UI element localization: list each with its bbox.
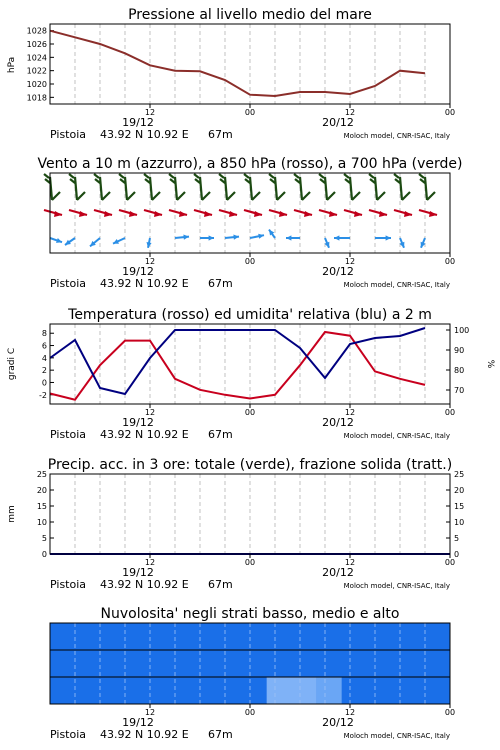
x-tick-label: 12 [144,558,156,567]
barb-700-flag [177,192,185,200]
temperature-x-ticks [50,404,455,441]
y-tick-label: 1024 [26,53,47,63]
barb-700-flag [252,192,260,200]
footer-model: Moloch model, CNR-ISAC, Italy [343,732,450,740]
footer-elevation: 67m [208,128,233,141]
footer-model: Moloch model, CNR-ISAC, Italy [343,582,450,590]
y-tick-label: 20 [454,486,465,495]
humidity-y-ticks [446,326,469,395]
precip-y-ticks [37,470,54,559]
y-tick-label: 1028 [26,26,47,36]
y-tick-label: 100 [454,326,470,335]
wind-panel [37,156,462,290]
y-tick-label: 1022 [26,66,47,76]
y-tick-label: 1018 [26,93,47,103]
footer-elevation: 67m [208,277,233,290]
precip-grid [75,474,425,554]
footer-location: Pistoia [50,128,87,141]
temperature-title: Temperatura (rosso) ed umidita' relativa (blu) a 2 m [68,307,432,323]
barb-10m-head [286,235,291,240]
date-label: 20/12 [322,265,354,278]
y-tick-label: 0 [454,550,460,559]
x-tick-label: 00 [244,257,256,266]
y-tick-label: 5 [454,534,460,543]
y-tick-label: 15 [454,502,465,511]
footer-elevation: 67m [208,428,233,441]
precip-x-ticks [50,554,455,591]
cloud-cell [267,677,317,704]
footer-location: Pistoia [50,428,87,441]
footer-coords: 43.92 N 10.92 E [100,578,189,591]
y-tick-label: 8 [41,329,47,339]
barb-700-flag [77,192,85,200]
barb-700-flag [302,192,310,200]
footer-coords: 43.92 N 10.92 E [100,128,189,141]
wind-x-ticks [50,253,455,290]
barb-700-feather [294,174,299,178]
barb-700-feather [319,174,324,178]
footer-location: Pistoia [50,728,87,741]
temperature-y-ticks [39,329,54,400]
date-label: 19/12 [122,566,154,579]
y-tick-label: 70 [454,386,465,395]
barb-700-feather [419,174,424,178]
date-label: 20/12 [322,416,354,429]
footer-coords: 43.92 N 10.92 E [100,428,189,441]
cloud-cell [317,677,342,704]
y-tick-label: 25 [454,470,465,479]
cloud-title: Nuvolosita' negli strati basso, medio e alto [100,606,400,622]
barb-700-feather [244,174,249,178]
x-tick-label: 12 [344,708,356,717]
x-tick-label: 00 [244,408,256,417]
y-tick-label: 1020 [26,80,47,89]
wind-barbs [44,174,437,248]
barb-700-flag [277,192,285,200]
barb-700-flag [402,192,410,200]
pressure-panel [7,7,455,141]
x-tick-label: 12 [144,408,156,417]
y-tick-label: -2 [39,390,47,400]
wind-title: Vento a 10 m (azzurro), a 850 hPa (rosso), a 700 hPa (verde) [37,156,463,172]
footer-model: Moloch model, CNR-ISAC, Italy [343,132,450,140]
barb-700-flag [202,192,210,200]
pressure-line [50,31,425,96]
barb-700-flag [102,192,110,200]
y-tick-label: 25 [36,470,47,479]
x-tick-label: 12 [344,408,356,417]
barb-10m-head [209,235,214,240]
barb-700-feather [144,174,149,178]
date-label: 20/12 [322,566,354,579]
x-tick-label: 12 [344,558,356,567]
x-tick-label: 12 [144,257,156,266]
barb-700-feather [194,174,199,178]
humidity-ylabel: % [485,359,495,369]
y-tick-label: 4 [41,353,47,363]
x-tick-label: 12 [144,108,156,117]
x-tick-label: 00 [244,558,256,567]
barb-700-flag [127,192,135,200]
x-tick-label: 00 [444,408,456,417]
y-tick-label: 0 [41,378,47,388]
y-tick-label: 80 [454,366,465,375]
barb-700-feather [119,174,124,178]
barb-700-flag [377,192,385,200]
y-tick-label: 2 [41,366,47,376]
barb-700-flag [52,192,60,200]
pressure-frame [50,24,450,104]
barb-700-feather [269,174,274,178]
barb-700-feather [369,174,374,178]
date-label: 19/12 [122,416,154,429]
date-label: 19/12 [122,716,154,729]
x-tick-label: 00 [444,558,456,567]
precip-panel [7,457,464,591]
barb-10m-head [386,235,391,240]
y-tick-label: 1026 [26,40,47,49]
barb-700-feather [69,174,74,178]
x-tick-label: 00 [444,257,456,266]
precip-ylabel: mm [7,505,17,523]
barb-700-feather [169,174,174,178]
footer-model: Moloch model, CNR-ISAC, Italy [343,432,450,440]
pressure-x-ticks [50,104,455,141]
footer-location: Pistoia [50,578,87,591]
x-tick-label: 00 [244,108,256,117]
barb-700-flag [327,192,335,200]
footer-coords: 43.92 N 10.92 E [100,728,189,741]
footer-coords: 43.92 N 10.92 E [100,277,189,290]
barb-700-flag [352,192,360,200]
x-tick-label: 12 [344,108,356,117]
x-tick-label: 00 [244,708,256,717]
barb-700-feather [394,174,399,178]
cloud-x-ticks [50,704,455,741]
pressure-ylabel: hPa [7,56,17,74]
x-tick-label: 00 [444,108,456,117]
x-tick-label: 12 [344,257,356,266]
footer-location: Pistoia [50,277,87,290]
cloud-light-cells [267,677,342,704]
barb-10m-head [183,235,189,240]
cloud-panel [50,606,455,741]
footer-elevation: 67m [208,728,233,741]
barb-10m-head [56,238,62,243]
date-label: 20/12 [322,716,354,729]
footer-model: Moloch model, CNR-ISAC, Italy [343,281,450,289]
cloud-background [50,623,450,704]
barb-700-flag [227,192,235,200]
y-tick-label: 10 [36,518,47,527]
date-label: 19/12 [122,265,154,278]
y-tick-label: 20 [36,486,47,495]
barb-700-feather [344,174,349,178]
x-tick-label: 00 [444,708,456,717]
y-tick-label: 90 [454,346,465,355]
barb-10m-head [233,235,239,240]
y-tick-label: 5 [41,534,47,543]
date-label: 20/12 [322,116,354,129]
barb-700-feather [44,174,49,178]
pressure-title: Pressione al livello medio del mare [128,7,372,23]
precip-y2-ticks [446,470,464,559]
x-tick-label: 12 [144,708,156,717]
barb-700-flag [427,192,435,200]
precip-title: Precip. acc. in 3 ore: totale (verde), frazione solida (tratt.) [47,457,453,473]
barb-700-feather [219,174,224,178]
precip-frame [50,474,450,554]
y-tick-label: 0 [41,550,47,559]
y-tick-label: 15 [36,502,47,511]
temperature-ylabel: gradi C [7,347,17,381]
barb-700-flag [152,192,160,200]
barb-700-feather [94,174,99,178]
barb-10m-head [334,235,339,240]
footer-elevation: 67m [208,578,233,591]
pressure-grid [75,24,425,104]
temperature-panel [7,307,495,441]
y-tick-label: 6 [41,341,47,351]
date-label: 19/12 [122,116,154,129]
y-tick-label: 10 [454,518,465,527]
